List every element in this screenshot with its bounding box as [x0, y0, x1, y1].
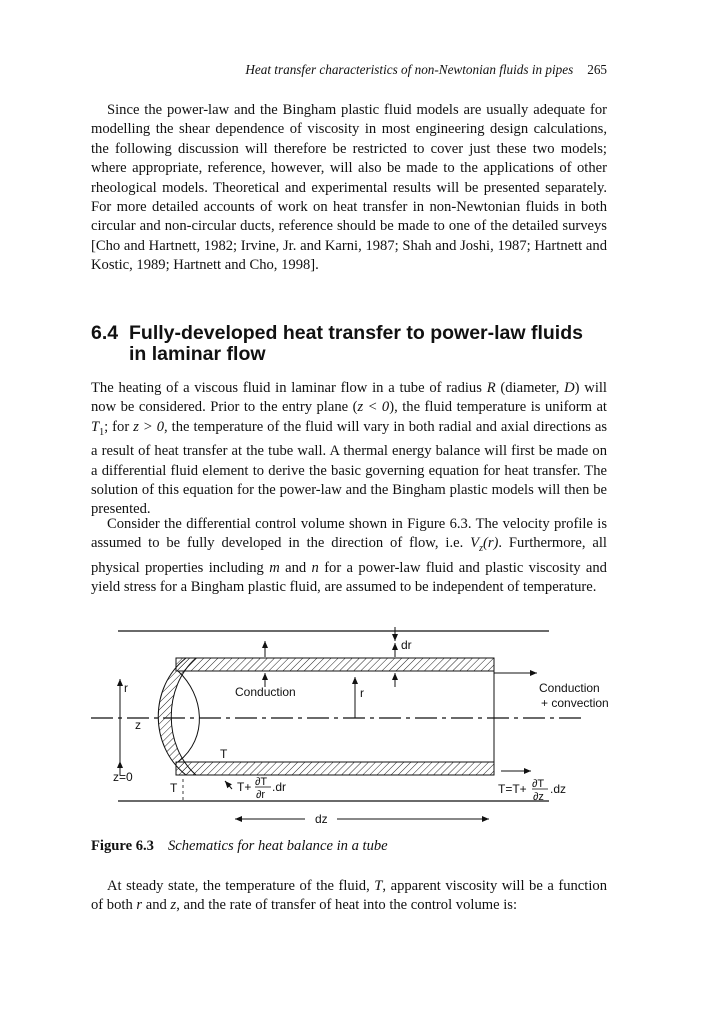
- running-title: Heat transfer characteristics of non-Newtonian fluids in pipes: [245, 62, 574, 77]
- t-left-label: T: [170, 781, 178, 795]
- dr-suffix: .dr: [272, 780, 287, 794]
- figure-caption: [91, 838, 388, 855]
- dz-label: dz: [315, 812, 328, 825]
- dT-den-r: ∂r: [256, 789, 266, 801]
- tube-schematic: [91, 615, 621, 825]
- z0-label: z=0: [113, 770, 133, 784]
- tube-wall-bottom: [176, 762, 494, 775]
- dr-label: dr: [401, 638, 412, 652]
- paragraph-steady-state: At steady state, the temperature of the fluid, T, apparent viscosity will be a function of both r and z, and the rate of transfer of heat into the control volume is:: [91, 878, 607, 914]
- t-plus-pointer: [225, 781, 232, 789]
- paragraph-heating: The heating of a viscous fluid in laminar flow in a tube of radius R (diameter, D) will now be considered. Prior to the entry plane (z < 0), the fluid temperature is uniform at $T_1$; for z > 0, the temperature of the fluid will vary in both radial and axial directions as a result of heat transfer at the tube wall. A thermal energy balance will first be made on a differential fluid element to derive the basic governing equation for heat transfer. The solution of this equation for the power-law and the Bingham plastic models will then be presented.: [91, 380, 607, 518]
- t-inner-label: T: [220, 747, 228, 761]
- section-heading: [91, 323, 607, 365]
- tube-wall-top: [176, 658, 494, 671]
- section-title: Fully-developed heat transfer to power-law fluids in laminar flow: [129, 322, 583, 365]
- control-surface-arc: [178, 671, 199, 762]
- tube-end-cap: [158, 658, 196, 775]
- t-eq-label: T=T+: [498, 782, 527, 796]
- dT-den-z: ∂z: [533, 791, 544, 803]
- dz-suffix: .dz: [550, 782, 567, 796]
- r-inner-label: r: [360, 686, 364, 700]
- conduction-right-label: Conduction: [539, 681, 600, 695]
- conduction-left-label: Conduction: [235, 685, 296, 699]
- z-label: z: [135, 718, 141, 732]
- convection-label: + convection: [541, 696, 609, 710]
- dT-num-z: ∂T: [532, 778, 545, 790]
- figure-caption-text: Schematics for heat balance in a tube: [167, 838, 388, 854]
- page-number: 265: [587, 62, 607, 77]
- figure-caption-label: Figure 6.3: [91, 838, 154, 854]
- section-number: 6.4: [91, 322, 119, 344]
- dT-num-r: ∂T: [255, 776, 268, 788]
- paragraph-control-volume: Consider the differential control volume shown in Figure 6.3. The velocity profile is assumed to be fully developed in the direction of flow, i.e. $V_z(r)$. Furthermore, all physical properties including m and n for a power-law fluid and plastic viscosity and yield stress for a Bingham plastic fluid, are assumed to be independent of temperature.: [91, 516, 607, 596]
- running-header: [91, 62, 607, 78]
- r-axis-label: r: [124, 681, 128, 695]
- figure-heat-balance: [91, 615, 621, 830]
- t-plus-label: T+: [237, 780, 252, 794]
- paragraph-intro: Since the power-law and the Bingham plastic fluid models are usually adequate for modelling the shear dependence of viscosity in most engineering design calculations, the following discussion will therefore be restricted to cover just these two models; where appropriate, reference, however, will also be made to the applications of other rheological models. Theoretical and experimental results will be presented separately. For more detailed accounts of work on heat transfer in non-Newtonian fluids in both circular and non-circular ducts, reference should be made to one of the detailed surveys [Cho and Hartnett, 1982; Irvine, Jr. and Karni, 1987; Shah and Joshi, 1987; Hartnett and Kostic, 1989; Hartnett and Cho, 1998].: [91, 102, 607, 274]
